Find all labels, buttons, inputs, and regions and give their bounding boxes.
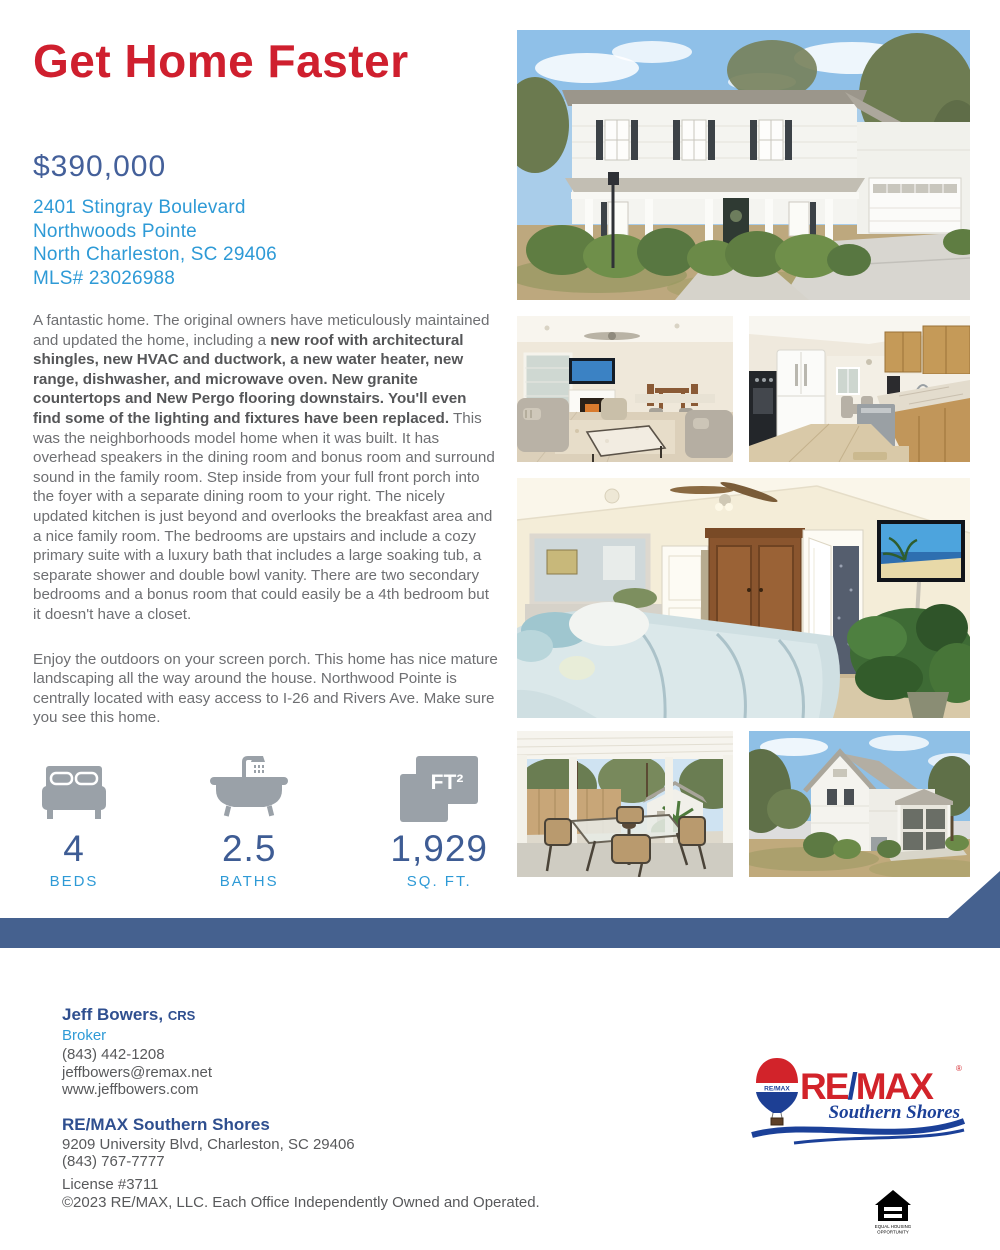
photo-living-room <box>517 316 733 462</box>
office-address: 9209 University Blvd, Charleston, SC 29406 <box>62 1135 355 1153</box>
wave-swoosh <box>752 1121 964 1135</box>
description-text: A fantastic home. The original owners have meticulously maintained and updated the home, including a <box>33 312 490 349</box>
sqft-icon <box>400 744 478 822</box>
photo-back-exterior <box>749 731 970 877</box>
equal-housing-text-2: OPPORTUNITY <box>877 1229 909 1235</box>
legal-info <box>62 1176 540 1211</box>
address-line: Northwoods Pointe <box>33 220 197 242</box>
agent-title: Broker <box>62 1026 107 1044</box>
agent-phone: (843) 442-1208 <box>62 1046 165 1063</box>
baths-label: BATHS <box>219 873 279 890</box>
office-info <box>62 1116 355 1171</box>
sqft-value: 1,929 <box>390 828 488 869</box>
address-line: 2401 Stingray Boulevard <box>33 197 246 218</box>
description-bold-text: new roof with architectural shingles, new HVAC and ductwork, a new water heater, new range, dishwasher, and microwave oven. New granite countertops and New Pergo flooring downstairs. You'll even find some of the lighting and fixtures have been replaced. <box>33 331 467 427</box>
photo-kitchen <box>749 316 970 462</box>
office-phone: (843) 767-7777 <box>62 1153 165 1170</box>
agent-name <box>62 1006 212 1025</box>
office-name: RE/MAX Southern Shores <box>62 1115 270 1134</box>
photo-primary-bedroom <box>517 478 970 718</box>
bath-icon <box>210 744 288 822</box>
beds-value: 4 <box>63 828 85 869</box>
remax-balloon-icon <box>756 1058 798 1125</box>
agent-info <box>62 1006 212 1099</box>
address-line: North Charleston, SC 29406 <box>33 244 277 265</box>
sqft-icon-label: FT² <box>430 771 464 794</box>
listing-description <box>33 311 498 728</box>
equal-housing-text-1: EQUAL HOUSING <box>874 1224 912 1229</box>
sub-brand-label: Southern Shores <box>828 1102 960 1123</box>
description-text: This was the neighborhoods model home when it was built. It has overhead speakers in the dining room and bonus room and surround sound in the family room. Step inside from your full front porch into the foyer with a separate dining room to your right. The nicely updated kitchen is just beyond and overlooks the breakfast area and a nice family room. The bedrooms are upstairs and include a cozy primary suite with a luxury bath that includes a large soaking tub, a separate shower and double bowl vanity. There are two secondary bedrooms and a bonus room that could easily be a 4th bedroom but it doesn't have a closet. <box>33 409 495 623</box>
baths-value: 2.5 <box>221 828 277 869</box>
balloon-label: RE/MAX <box>764 1085 790 1093</box>
copyright-line: ©2023 RE/MAX, LLC. Each Office Independently Owned and Operated. <box>62 1193 540 1211</box>
bed-icon <box>40 744 108 822</box>
footer-ribbon <box>0 865 1000 950</box>
address-line: MLS# 23026988 <box>33 267 176 289</box>
agent-website: www.jeffbowers.com <box>62 1081 199 1098</box>
photo-front-exterior <box>517 30 970 300</box>
listing-address <box>33 196 277 290</box>
photo-screened-porch <box>517 731 733 877</box>
agent-name-text: Jeff Bowers, <box>62 1005 164 1024</box>
agent-designation: CRS <box>167 1008 196 1023</box>
license-number: License #3711 <box>62 1176 159 1193</box>
beds-label: BEDS <box>49 873 99 890</box>
remax-southern-shores-logo <box>750 1055 968 1150</box>
agent-email: jeffbowers@remax.net <box>62 1063 213 1081</box>
sqft-label: SQ. FT. <box>406 873 472 890</box>
description-paragraph-1 <box>33 311 498 625</box>
remax-wordmark: RE/MAX <box>800 1066 932 1107</box>
page-title: Get Home Faster <box>33 35 409 87</box>
equal-housing-logo <box>872 1188 914 1236</box>
description-paragraph-2: Enjoy the outdoors on your screen porch. This home has nice mature landscaping all the way around the house. Northwood Pointe is centrally located with easy access to I-26 and Rivers Ave. Make sure you see this home. <box>33 650 498 727</box>
registered-mark: ® <box>956 1064 962 1073</box>
listing-price: $390,000 <box>33 150 167 183</box>
